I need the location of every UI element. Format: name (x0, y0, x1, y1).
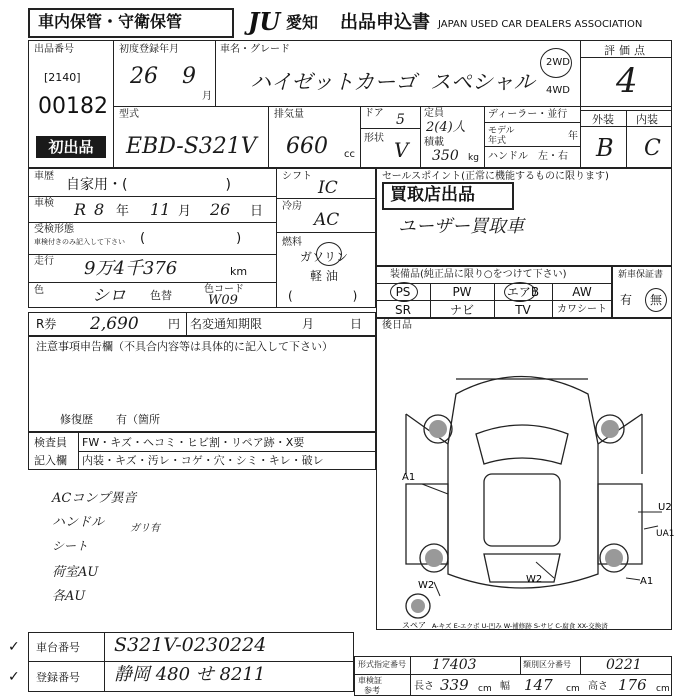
inspection-era: R (74, 200, 87, 219)
storage-label: 車内保管・守衛保管 (38, 12, 183, 31)
inspection-year-unit: 年 (116, 204, 130, 219)
warranty-label: 新車保証書 (618, 270, 664, 280)
load-unit: kg (468, 153, 479, 163)
doors-label: ドア (364, 108, 384, 119)
frame-check-mark: ✓ (8, 639, 20, 655)
capacity-label: 定員 (424, 108, 444, 119)
car-grade: スペシャル (430, 70, 535, 94)
model-label: 型式 (119, 109, 139, 120)
recycle-unit: 円 (168, 317, 181, 331)
receiving-note: 車検付きのみ記入して下さい (34, 238, 125, 246)
remark-aside: ガリ有 (130, 523, 160, 534)
class-value: 0221 (606, 657, 642, 673)
height-unit: cm (656, 684, 670, 694)
warranty-no: 無 (650, 293, 663, 307)
inspection-label: 車検 (34, 198, 54, 209)
capacity-value: 2(4)人 (426, 120, 466, 135)
exchange-day: 日 (350, 317, 363, 331)
lot-number: 00182 (38, 94, 108, 119)
exterior-label: 外装 (592, 113, 614, 126)
handle-label: ハンドル 左・右 (488, 151, 568, 162)
checker-fw-row: FW・キズ・ヘコミ・ヒビ割・リペア跡・X要 (82, 436, 305, 449)
recycle-value: 2,690 (90, 314, 139, 334)
class-label: 類別区分番号 (523, 660, 571, 669)
width-unit: cm (566, 684, 580, 694)
diagram-mark-u2: U2 (658, 502, 672, 513)
interior-label: 内装 (636, 113, 658, 126)
equip-navi: ナビ (449, 303, 474, 317)
diagram-mark-a1-left: A1 (402, 472, 416, 483)
damage-legend: A-キズ E-エクボ U-凹み W-補修跡 S-サビ C-腐食 XX-交換済 (432, 622, 608, 630)
spare-label: スペア (402, 621, 426, 630)
ju-logo: JU (248, 7, 281, 36)
checker-label-1: 検査員 (34, 436, 67, 449)
equip-pw: PW (452, 285, 472, 299)
equip-aw: AW (572, 285, 592, 299)
color-label: 色 (34, 285, 44, 296)
rear-items-label: 後日品 (382, 320, 412, 331)
shift-value: IC (318, 178, 338, 198)
equip-ps-circle (390, 282, 418, 302)
exterior-score: B (596, 134, 614, 162)
interior-score: C (644, 136, 661, 161)
plate-number-value: 静岡 480 せ 8211 (114, 664, 266, 685)
usage-value: 自家用・( ) (66, 177, 231, 193)
first-listing-badge: 初出品 (36, 136, 106, 158)
inspection-day-unit: 日 (250, 204, 264, 219)
receiving-brackets: ( ) (140, 231, 242, 246)
shape-label: 形状 (364, 133, 384, 144)
model-year-label: モデル 年式 (488, 126, 515, 146)
load-value: 350 (432, 148, 459, 164)
cooling-label: 冷房 (282, 201, 302, 212)
fuel-gasoline: ガソリン (300, 250, 349, 264)
year-unit: 年 (568, 131, 578, 142)
sales-point-label: セールスポイント(正常に機能するものに限ります) (382, 171, 609, 182)
remark-4: 荷室AU (52, 565, 99, 580)
exchange-label: 名変通知期限 (190, 317, 263, 331)
color-code-label: 色コード (204, 284, 244, 295)
frame-number-value: S321V-0230224 (114, 634, 267, 656)
equip-airbag-circle (504, 282, 536, 302)
width-label: 幅 (500, 681, 510, 692)
color-value: シロ (92, 286, 126, 306)
fuel-brackets: ( ) (288, 289, 358, 303)
mileage-value: 9万4千376 (84, 258, 178, 279)
mileage-label: 走行 (34, 256, 54, 267)
registration-month-unit: 月 (202, 91, 212, 102)
model-cert-label: 形式指定番号 (358, 660, 406, 669)
checker-label-2: 記入欄 (34, 454, 67, 467)
drive-2wd-circle (540, 48, 572, 78)
registration-month: 9 (182, 64, 196, 89)
equipment-label: 装備品(純正品に限り○をつけて下さい) (390, 269, 567, 280)
load-label: 積載 (424, 137, 444, 148)
dealer-label: ディーラー・並行 (488, 109, 568, 120)
displacement-value: 660 (286, 134, 328, 159)
height-label: 高さ (588, 681, 608, 692)
warranty-yes: 有 (620, 293, 633, 307)
notes-label: 注意事項申告欄（不具合内容等は具体的に記入して下さい） (36, 340, 333, 353)
inspection-year: 8 (94, 200, 105, 219)
rating-score: 4 (616, 61, 638, 101)
length-label: 長さ (414, 681, 434, 692)
equip-sr: SR (395, 303, 411, 317)
frame-number-label: 車台番号 (36, 641, 80, 654)
rating-label: 評価点 (604, 44, 649, 57)
usage-label: 車歴 (34, 171, 54, 182)
document-title: 出品申込書 (340, 12, 430, 33)
remark-3: シート (52, 539, 89, 553)
lot-small-number: [2140] (44, 71, 81, 84)
model-value: EBD-S321V (126, 134, 257, 159)
inspection-month-unit: 月 (178, 204, 192, 219)
displacement-unit: cc (344, 149, 355, 160)
ref-sub-label: 参考 (364, 686, 380, 695)
exchange-month: 月 (302, 317, 315, 331)
color-change-label: 色替 (150, 289, 172, 302)
fuel-label: 燃料 (282, 237, 302, 248)
fuel-gasoline-circle (316, 242, 342, 266)
buyback-stamp-text: 買取店出品 (390, 185, 475, 205)
registration-year: 26 (130, 64, 158, 89)
remark-5: 各AU (52, 589, 86, 604)
diagram-mark-a1-right: A1 (640, 576, 654, 587)
car-damage-diagram (376, 334, 675, 630)
width-value: 147 (524, 676, 553, 694)
checker-interior-row: 内装・キズ・汚レ・コゲ・穴・シミ・キレ・破レ (82, 454, 324, 467)
diagram-mark-ua1: UA1 (656, 529, 675, 539)
displacement-label: 排気量 (274, 109, 304, 120)
color-code: W09 (208, 293, 238, 308)
sales-point-note: ユーザー買取車 (398, 216, 524, 237)
car-name: ハイゼットカーゴ (250, 70, 417, 94)
height-value: 176 (618, 676, 647, 694)
plate-check-mark: ✓ (8, 669, 20, 685)
remark-1: ACコンプ異音 (52, 491, 137, 506)
repair-value: 有（箇所 (116, 413, 160, 426)
repair-label: 修復歴 (60, 413, 93, 426)
car-name-label: 車名・グレード (220, 44, 290, 55)
plate-number-label: 登録番号 (36, 671, 80, 684)
diagram-mark-w2-center: W2 (526, 574, 543, 585)
length-value: 339 (440, 676, 469, 694)
mileage-unit: km (230, 265, 248, 278)
equip-ps: PS (395, 285, 411, 299)
ref-label: 車検証 (358, 676, 382, 685)
equip-leather-seat: カワシート (557, 304, 607, 315)
equip-airbag: エアB (506, 285, 540, 299)
inspection-day: 26 (210, 200, 231, 219)
drive-4wd: 4WD (546, 85, 570, 96)
remark-2: ハンドル (52, 515, 105, 530)
warranty-no-circle (645, 288, 667, 312)
shift-label: シフト (282, 171, 312, 182)
equip-tv: TV (515, 303, 531, 317)
registration-label: 初度登録年月 (119, 44, 179, 55)
diagram-mark-w2-left: W2 (418, 580, 435, 591)
lot-label: 出品番号 (34, 44, 74, 55)
shape-value: V (394, 138, 409, 162)
inspection-month: 11 (150, 200, 171, 219)
length-unit: cm (478, 684, 492, 694)
association-name: JAPAN USED CAR DEALERS ASSOCIATION (438, 19, 643, 30)
doors-value: 5 (396, 112, 405, 128)
fuel-diesel: 軽 油 (310, 269, 338, 283)
recycle-label: R券 (36, 317, 57, 331)
rear-items-frame (376, 318, 672, 334)
receiving-label: 受検形態 (34, 224, 74, 235)
cooling-value: AC (314, 210, 340, 230)
drive-2wd: 2WD (546, 57, 570, 68)
model-cert-value: 17403 (432, 657, 477, 673)
org-name: 愛知 (286, 13, 319, 32)
